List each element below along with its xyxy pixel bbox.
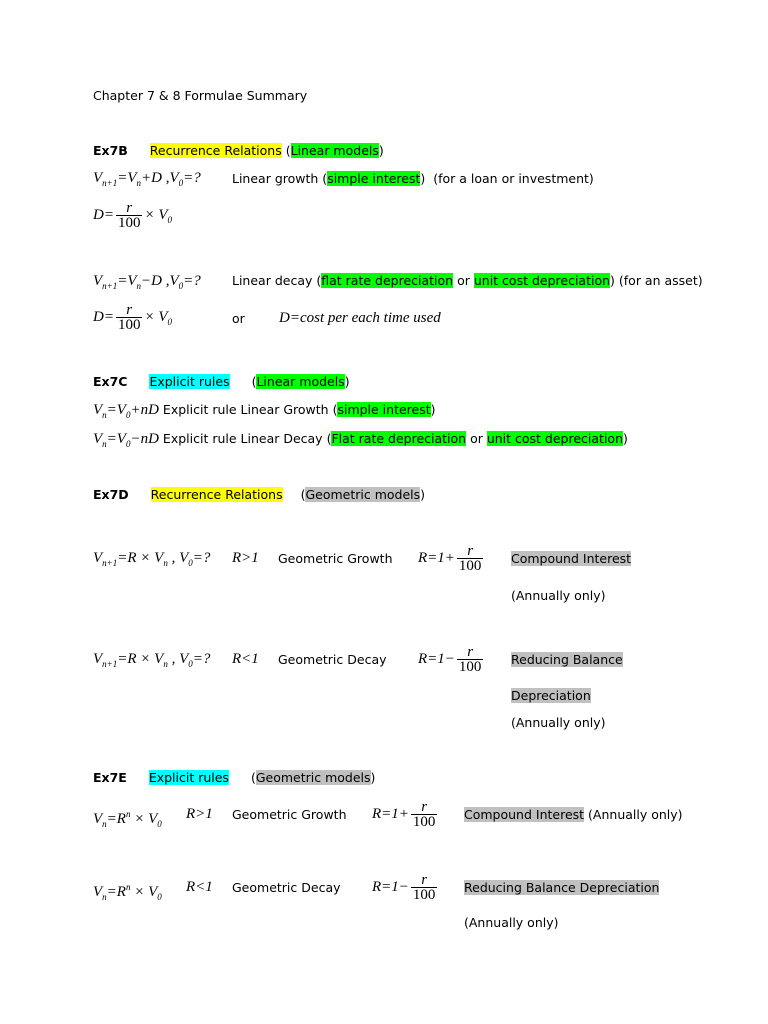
linear-decay-desc: Linear decay (flat rate depreciation or unit cost depreciation) (for an asset) xyxy=(232,273,703,288)
section-heading: Explicit rules xyxy=(148,770,229,785)
decay-condition: R<1 xyxy=(186,879,213,895)
model-label: Geometric models xyxy=(255,770,371,785)
highlight-unit-cost: unit cost depreciation xyxy=(473,273,611,288)
formula-linear-growth-recurrence: $V_{n+1}=V_n+D$ $,V_0=$? xyxy=(93,170,201,188)
formula-geometric-decay-explicit: $V_n=R^n \times V_0$ xyxy=(93,882,162,902)
depreciation-label: Depreciation xyxy=(511,688,591,703)
or-word: or xyxy=(232,311,245,326)
formula-r-decay: R=1− $\frac{r}{100}$ xyxy=(418,644,482,676)
model-label: Geometric models xyxy=(305,487,421,502)
compound-interest-label: Compound Interest (Annually only) xyxy=(464,807,683,822)
section-heading: Explicit rules xyxy=(149,374,230,389)
annually-only-note: (Annually only) xyxy=(511,588,606,603)
explicit-linear-growth-row: $V_n=V_0+nD$ Explicit rule Linear Growth (simple interest) xyxy=(93,402,436,420)
geometric-decay-desc: Geometric Decay xyxy=(278,652,387,667)
formula-explicit-linear-decay: $V_n=V_0-nD$ xyxy=(93,431,159,449)
model-label: Linear models xyxy=(290,143,379,158)
formula-r-growth: R=1+ $\frac{r}{100}$ xyxy=(418,543,482,575)
formula-r-growth: R=1+ $\frac{r}{100}$ xyxy=(372,799,436,831)
linear-growth-desc: Linear growth (simple interest) (for a loan or investment) xyxy=(232,171,594,186)
section-ex7b-header: Ex7B Recurrence Relations (Linear models) xyxy=(93,143,384,158)
section-ex7d-header: Ex7D Recurrence Relations (Geometric models) xyxy=(93,487,426,502)
explicit-linear-decay-row: $V_n=V_0-nD$ Explicit rule Linear Decay (Flat rate depreciation or unit cost depreciation) xyxy=(93,431,628,449)
section-code: Ex7D xyxy=(93,487,129,502)
highlight-flat-rate: flat rate depreciation xyxy=(321,273,454,288)
decay-condition: R<1 xyxy=(232,651,259,667)
formula-d-growth: D= $\frac{r}{100}$ × $V_0$ xyxy=(93,200,173,232)
growth-condition: R>1 xyxy=(186,806,213,822)
highlight-unit-cost: unit cost depreciation xyxy=(486,431,623,446)
geometric-growth-desc: Geometric Growth xyxy=(232,807,347,822)
annually-only-note: (Annually only) xyxy=(464,915,559,930)
formula-geometric-decay-recurrence: $V_{n+1}=R \times V_n$ , $V_0=$? xyxy=(93,651,211,669)
section-ex7c-header: Ex7C Explicit rules (Linear models) xyxy=(93,374,350,389)
annually-only-note: (Annually only) xyxy=(511,715,606,730)
section-code: Ex7B xyxy=(93,143,128,158)
formula-r-decay: R=1− $\frac{r}{100}$ xyxy=(372,872,436,904)
growth-condition: R>1 xyxy=(232,550,259,566)
formula-d-cost: D=cost per each time used xyxy=(279,310,441,326)
section-heading: Recurrence Relations xyxy=(149,143,282,158)
section-code: Ex7E xyxy=(93,770,127,785)
highlight-simple-interest: simple interest xyxy=(337,402,431,417)
formula-linear-decay-recurrence: $V_{n+1}=V_n-D$ $,V_0=$? xyxy=(93,273,201,291)
formula-geometric-growth-explicit: $V_n=R^n \times V_0$ xyxy=(93,809,162,829)
formula-explicit-linear-growth: $V_n=V_0+nD$ xyxy=(93,402,159,420)
highlight-flat-rate: Flat rate depreciation xyxy=(331,431,467,446)
model-label: Linear models xyxy=(256,374,345,389)
section-code: Ex7C xyxy=(93,374,128,389)
geometric-decay-desc: Geometric Decay xyxy=(232,880,341,895)
section-ex7e-header: Ex7E Explicit rules (Geometric models) xyxy=(93,770,376,785)
formula-geometric-growth-recurrence: $V_{n+1}=R \times V_n$ , $V_0=$? xyxy=(93,550,211,568)
section-heading: Recurrence Relations xyxy=(150,487,283,502)
highlight-simple-interest: simple interest xyxy=(327,171,421,186)
geometric-growth-desc: Geometric Growth xyxy=(278,551,393,566)
page-title: Chapter 7 & 8 Formulae Summary xyxy=(93,88,308,103)
reducing-balance-label: Reducing Balance xyxy=(511,652,623,667)
formula-d-decay: D= $\frac{r}{100}$ × $V_0$ xyxy=(93,302,173,334)
compound-interest-label: Compound Interest xyxy=(511,551,632,566)
reducing-balance-depreciation-label: Reducing Balance Depreciation xyxy=(464,880,660,895)
